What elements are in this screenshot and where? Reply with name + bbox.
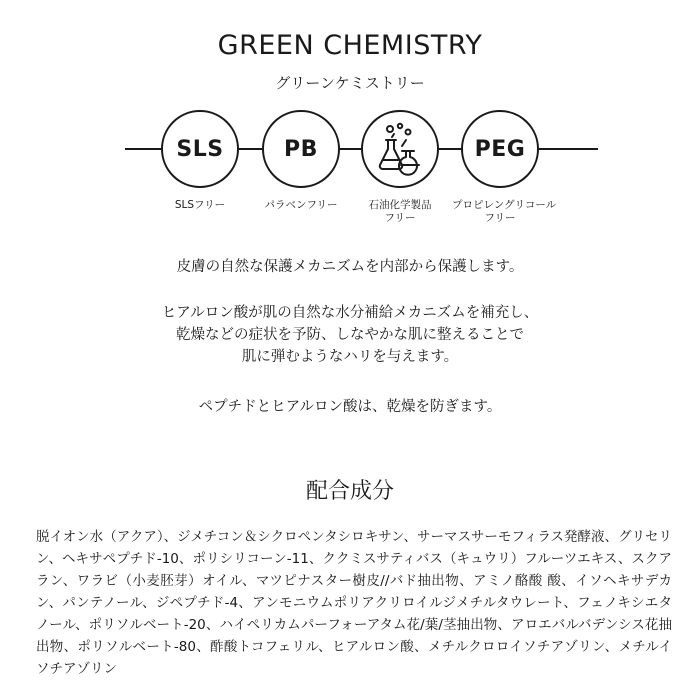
description-line-3: ペプチドとヒアルロン酸は、乾燥を防ぎます。 <box>198 399 502 415</box>
badge-label <box>355 199 445 225</box>
badge-abbr: PB <box>284 136 318 162</box>
badge-label-line: パラベンフリー <box>264 199 338 211</box>
badge-peg <box>452 110 557 225</box>
badge-abbr: SLS <box>176 136 224 162</box>
badge-abbr: PEG <box>474 136 526 162</box>
badge-label <box>155 199 245 212</box>
badge-label-line: フリー <box>384 212 416 224</box>
badge-sls <box>155 110 245 212</box>
ingredients-list: 脱イオン水（アクア）、ジメチコン＆シクロペンタシロキサン、サーマスサーモフィラス発酵液、グリセリン、ヘキサペプチド-10、ポリシリコーン-11、ククミスサティバス（キュウリ）フルーツエキス、スクアラン、ワラビ（小麦胚芽）オイル、マツピナスター樹皮//バド抽出物、アミノ酪酸 酸、イソヘキサデカン、パンテノール、ジペプチド-4、アンモニウムポリアクリロイルジメチルタウレート、フェノキシエタノール、ポリソルベート-20、ハイペリカムパーフォーアタム花/葉/茎抽出物、アロエバルバデンシス花抽出物、ポリソルベート-80、酢酸トコフェリル、ヒアルロン酸、メチルクロロイソチアゾリン、メチルイソチアゾリン <box>36 529 672 677</box>
description-line: 乾燥などの症状を予防、しなやかな肌に整えることで <box>176 327 524 343</box>
page-title: GREEN CHEMISTRY <box>217 30 483 61</box>
description-line-1: 皮膚の自然な保護メカニズムを内部から保護します。 <box>176 259 524 275</box>
sls-circle <box>161 110 239 188</box>
ingredients-title: 配合成分 <box>305 479 394 504</box>
flask-circle <box>361 110 439 188</box>
badge-label-line: SLSフリー <box>174 199 226 211</box>
badge-label-line: 石油化学製品 <box>368 199 432 211</box>
badge-petrochemical <box>355 110 445 225</box>
description-paragraph-2 <box>0 302 700 368</box>
free-from-badges <box>0 110 700 230</box>
badge-label-line: フリー <box>484 212 516 224</box>
badge-label <box>256 199 346 212</box>
chemistry-flask-icon <box>372 121 428 177</box>
badge-label <box>452 199 557 225</box>
pb-circle <box>262 110 340 188</box>
description-line: 肌に弾むようなハリを与えます。 <box>241 349 459 365</box>
page-subtitle: グリーンケミストリー <box>275 74 425 92</box>
badge-label-line: プロピレングリコール <box>452 199 557 211</box>
badge-paraben <box>256 110 346 212</box>
description-line: ヒアルロン酸が肌の自然な水分補給メカニズムを補充し、 <box>161 305 539 321</box>
peg-circle <box>461 110 539 188</box>
